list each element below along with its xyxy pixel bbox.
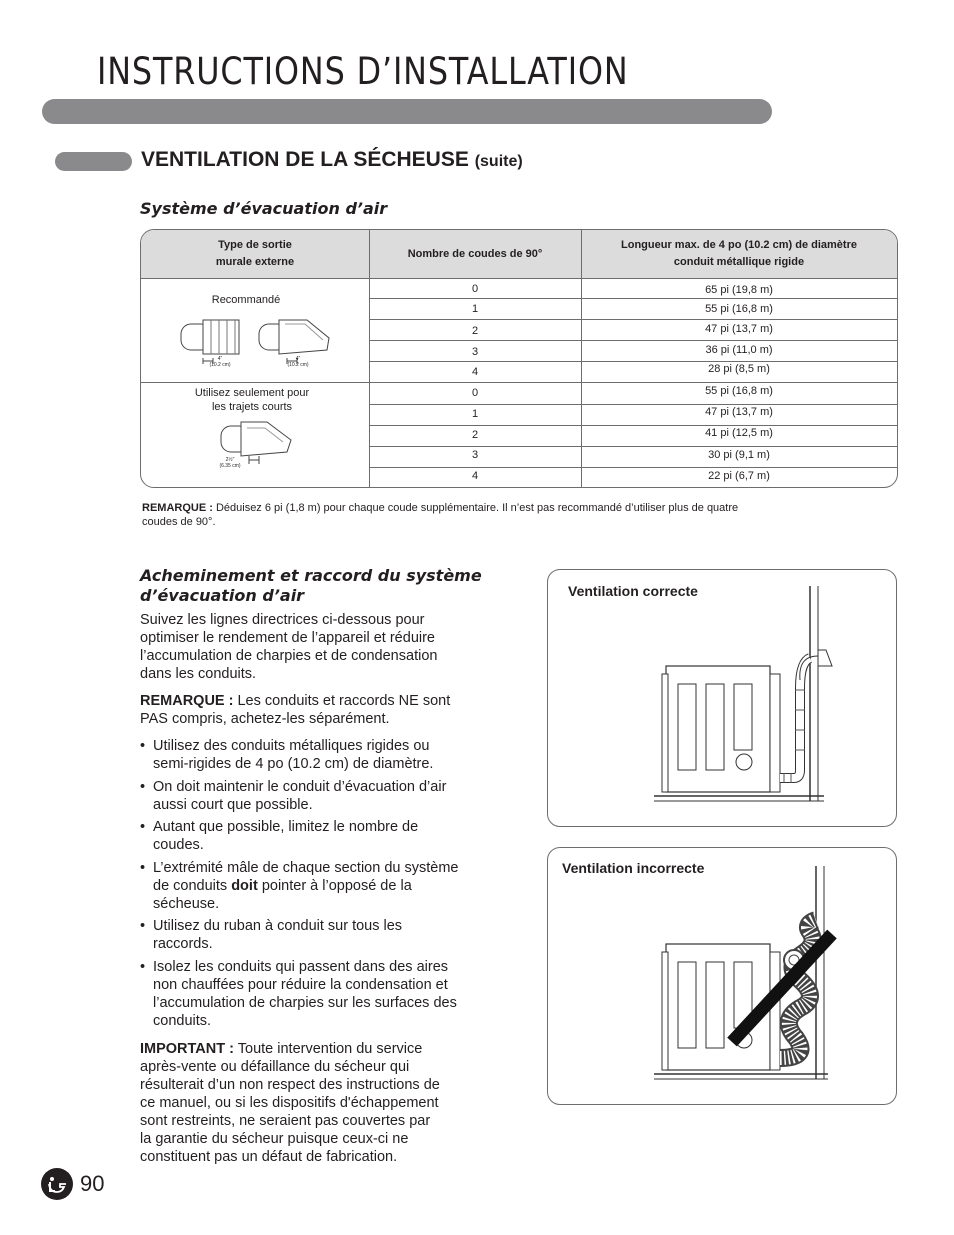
exhaust-system-heading: Système d’évacuation d’air (140, 199, 388, 218)
g2-elbows-1: 1 (471, 408, 479, 420)
dim-a-label: 4" (10.2 cm) (209, 356, 231, 368)
routing-intro: Suivez les lignes directrices ci-dessous pour optimiser le rendement de l’appareil et réduire l’accumulation de charpies et de condensation dans les conduits. (140, 612, 438, 682)
title-bar (42, 99, 772, 124)
bullet-item: • Isolez les conduits qui passent dans des aires non chauffées pour réduire la condensation et l’accumulation de charpies sur les surfaces des conduits. (140, 959, 457, 1029)
correct-venting-illustration (548, 570, 896, 826)
g1-elbows-4: 4 (471, 366, 479, 378)
g1-length-2: 47 pi (13,7 m) (705, 323, 773, 335)
g1-elbows-1: 1 (471, 303, 479, 315)
header-elbows: Nombre de coudes de 90° (407, 247, 543, 260)
table-remark: REMARQUE : Déduisez 6 pi (1,8 m) pour chaque coude supplémentaire. Il n’est pas recommandé d’utiliser plus de quatre coudes de 90°. (142, 502, 739, 528)
bullet-item: • L’extrémité mâle de chaque section du système de conduits doit pointer à l’opposé de la sécheuse. (140, 860, 459, 912)
g1-length-4: 28 pi (8,5 m) (708, 363, 770, 375)
g2-length-2: 41 pi (12,5 m) (705, 427, 773, 439)
incorrect-venting-illustration (548, 848, 896, 1104)
lg-logo-icon (40, 1167, 74, 1201)
vent-length-table (140, 229, 898, 488)
louvered-hood-icons (177, 316, 337, 376)
important-notice: IMPORTANT : Toute intervention du service après-vente ou défaillance du sécheur qui résulterait d’un non respect des instructions de ce manuel, ou si les dispositifs d'échappement sont restreints, ne seraient pas couvertes par la garantie du sécheur puisque ceux-ci ne constituent pas un défaut de fabrication. (140, 1041, 440, 1165)
header-outlet-type: Type de sortie murale externe (215, 239, 295, 268)
bullet-item: • On doit maintenir le conduit d’évacuation d’air aussi court que possible. (140, 779, 447, 813)
section-title-text: VENTILATION DE LA SÉCHEUSE (141, 148, 469, 171)
g2-elbows-2: 2 (471, 429, 479, 441)
g1-length-1: 55 pi (16,8 m) (705, 303, 773, 315)
incorrect-venting-panel (547, 847, 897, 1105)
g2-elbows-0: 0 (471, 387, 479, 399)
group-recommended-label: Recommandé (211, 294, 281, 306)
group-short-runs-label: Utilisez seulement pour les trajets courts (194, 387, 310, 413)
correct-venting-panel (547, 569, 897, 827)
g2-length-3: 30 pi (9,1 m) (708, 449, 770, 461)
page-number: 90 (80, 1171, 105, 1196)
dim-c-label: 2½" (6.35 cm) (219, 457, 241, 469)
g1-elbows-0: 0 (471, 283, 479, 295)
g2-length-4: 22 pi (6,7 m) (708, 470, 770, 482)
bullet-item: • Autant que possible, limitez le nombre de coudes. (140, 819, 419, 853)
g1-length-0: 65 pi (19,8 m) (705, 284, 773, 296)
routing-heading: Acheminement et raccord du système d’évacuation d’air (140, 566, 482, 605)
g2-length-1: 47 pi (13,7 m) (705, 406, 773, 418)
routing-note: REMARQUE : Les conduits et raccords NE sont PAS compris, achetez-les séparément. (140, 693, 451, 727)
correct-venting-label: Ventilation correcte (568, 583, 698, 599)
bullet-item: • Utilisez des conduits métalliques rigides ou semi-rigides de 4 po (10.2 cm) de diamètre. (140, 738, 434, 772)
g1-length-3: 36 pi (11,0 m) (705, 344, 773, 356)
dim-b-label: 4" (10.2 cm) (287, 356, 309, 368)
section-title (141, 148, 523, 172)
g2-elbows-3: 3 (471, 449, 479, 461)
incorrect-venting-label: Ventilation incorrecte (562, 860, 705, 876)
bullet-item: • Utilisez du ruban à conduit sur tous les raccords. (140, 918, 403, 952)
g1-elbows-3: 3 (471, 346, 479, 358)
g1-elbows-2: 2 (471, 325, 479, 337)
lg-logo-text: LG (57, 1189, 59, 1190)
section-pill (55, 152, 132, 171)
g2-length-0: 55 pi (16,8 m) (705, 385, 773, 397)
section-title-suffix: (suite) (474, 153, 523, 170)
page-title: INSTRUCTIONS D’INSTALLATION (97, 50, 629, 93)
g2-elbows-4: 4 (471, 470, 479, 482)
header-max-length: Longueur max. de 4 po (10.2 cm) de diamètre conduit métallique rigide (621, 239, 857, 268)
